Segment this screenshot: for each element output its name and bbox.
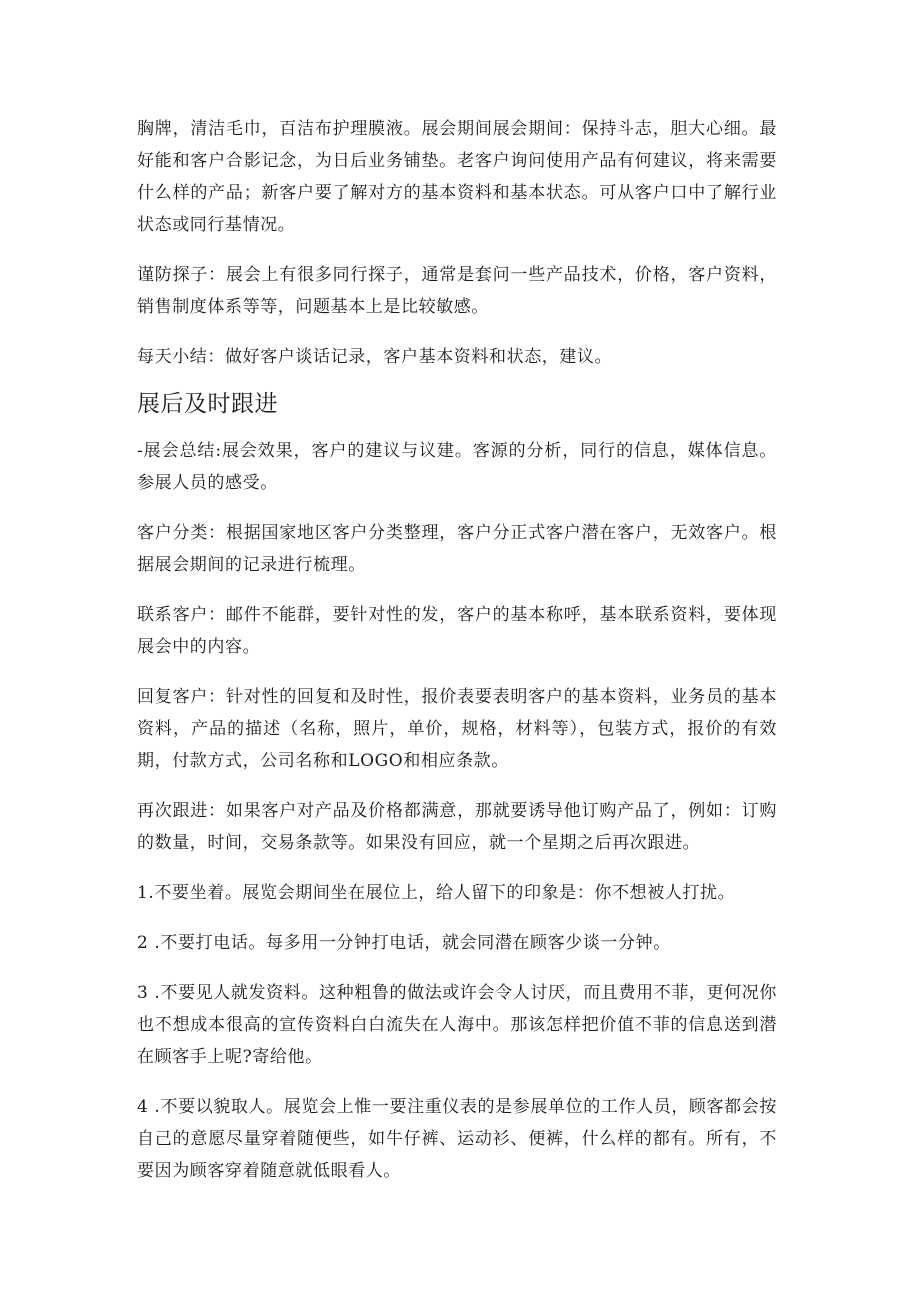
section-heading-follow-up: 展后及时跟进 <box>137 391 278 417</box>
paragraph-beware-spies: 谨防探子：展会上有很多同行探子，通常是套问一些产品技术，价格，客户资料，销售制度体系等等，问题基本上是比较敏感。 <box>137 265 777 317</box>
list-item-2: 2 .不要打电话。每多用一分钟打电话，就会同潜在顾客少谈一分钟。 <box>137 933 671 953</box>
document-page <box>137 113 777 1187</box>
list-item-4: 4 .不要以貌取人。展览会上惟一要注重仪表的是参展单位的工作人员，顾客都会按自己的意愿尽量穿着随便些，如牛仔裤、运动衫、便裤，什么样的都有。所有，不要因为顾客穿着随意就低眼看人。 <box>137 1097 777 1181</box>
paragraph-show-summary: -展会总结:展会效果，客户的建议与议建。客源的分析，同行的信息，媒体信息。参展人员的感受。 <box>137 441 777 493</box>
list-item-1: 1.不要坐着。展览会期间坐在展位上，给人留下的印象是：你不想被人打扰。 <box>137 883 736 903</box>
paragraph-daily-summary: 每天小结：做好客户谈话记录，客户基本资料和状态，建议。 <box>137 347 613 367</box>
list-item-3: 3 .不要见人就发资料。这种粗鲁的做法或许会令人讨厌，而且费用不菲，更何况你也不想成本很高的宣传资料白白流失在人海中。那该怎样把价值不菲的信息送到潜在顾客手上呢?寄给他。 <box>137 983 777 1067</box>
paragraph-reply-customers: 回复客户：针对性的回复和及时性，报价表要表明客户的基本资料，业务员的基本资料，产品的描述（名称，照片，单价，规格，材料等），包装方式，报价的有效期，付款方式，公司名称和LOGO和相应条款。 <box>137 687 777 771</box>
paragraph-customer-classification: 客户分类：根据国家地区客户分类整理，客户分正式客户潜在客户，无效客户。根据展会期间的记录进行梳理。 <box>137 523 777 575</box>
paragraph-follow-up-again: 再次跟进：如果客户对产品及价格都满意，那就要诱导他订购产品了，例如：订购的数量，时间，交易条款等。如果没有回应，就一个星期之后再次跟进。 <box>137 801 777 853</box>
paragraph-contact-customers: 联系客户：邮件不能群，要针对性的发，客户的基本称呼，基本联系资料，要体现展会中的内容。 <box>137 605 777 657</box>
paragraph-booth-items: 胸牌，清洁毛巾，百洁布护理膜液。展会期间展会期间：保持斗志，胆大心细。最好能和客户合影记念，为日后业务铺垫。老客户询问使用产品有何建议，将来需要什么样的产品；新客户要了解对方的基本资料和基本状态。可从客户口中了解行业状态或同行基情况。 <box>137 119 777 235</box>
